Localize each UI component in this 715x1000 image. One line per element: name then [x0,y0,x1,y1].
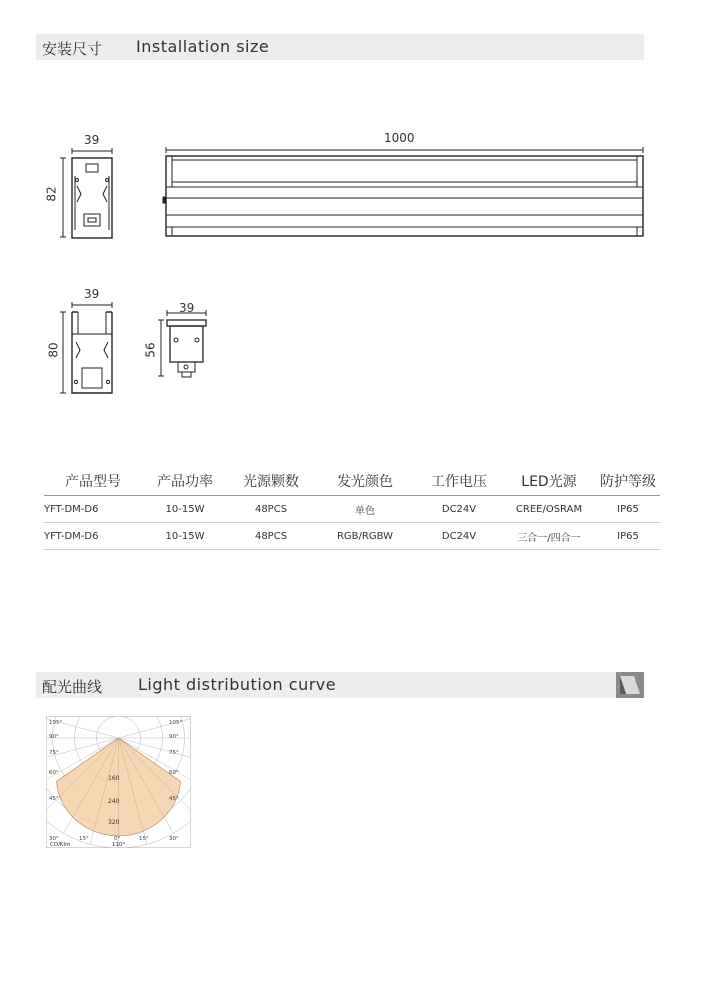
cell-power: 10-15W [142,496,228,523]
table-row [44,496,660,523]
end-view-56 [158,310,206,377]
section-title-zh: 配光曲线 [42,678,103,696]
side-view-1000 [163,147,643,236]
angle-label-left: 90° [49,734,59,740]
radial-label-240: 240 [108,798,120,805]
dim-mid-height: 80 [46,342,61,358]
angle-label-left: 45° [49,796,59,802]
angle-label-bottom: 0° [114,836,121,842]
spec-table-header [44,468,660,496]
dim-mid-width: 39 [84,287,100,301]
beam-angle-label: 110° [112,842,126,848]
cell-led-count: 48PCS [228,523,314,550]
header-power: 产品功率 [142,468,228,496]
angle-label-left: 75° [49,750,59,756]
table-row [44,523,660,550]
radial-label-320: 320 [108,819,120,826]
cell-color: 单色 [314,496,416,523]
cell-voltage: DC24V [416,496,502,523]
installation-drawing [0,0,715,420]
spec-table [44,468,660,550]
header-color: 发光颜色 [314,468,416,496]
cell-model: YFT-DM-D6 [44,523,142,550]
angle-label-left: 60° [49,770,59,776]
dim-small-height: 56 [143,342,158,358]
radial-label-160: 160 [108,775,120,782]
header-ip: 防护等级 [596,468,660,496]
unit-label: CD/Klm [50,842,71,848]
angle-label-right: 45° [169,796,179,802]
angle-label-right: 105° [169,720,183,726]
cell-led-source: 三合一/四合一 [502,523,596,550]
angle-label-right: 75° [169,750,179,756]
angle-label-right: 60° [169,770,179,776]
cell-led-count: 48PCS [228,496,314,523]
cell-model: YFT-DM-D6 [44,496,142,523]
header-led-source: LED光源 [502,468,596,496]
angle-label-left: 30° [49,836,59,842]
section-title-zh: 安装尺寸 [42,40,103,58]
section-title-en: Installation size [136,37,270,56]
cell-ip: IP65 [596,523,660,550]
cell-power: 10-15W [142,523,228,550]
cell-color: RGB/RGBW [314,523,416,550]
dim-small-width: 39 [179,301,195,315]
cell-led-source: CREE/OSRAM [502,496,596,523]
dim-length: 1000 [384,131,415,145]
end-view-82 [60,148,112,238]
section-header-light-distribution [36,672,644,698]
cell-ip: IP65 [596,496,660,523]
header-model: 产品型号 [44,468,142,496]
dim-top-width: 39 [84,133,100,147]
angle-label-bottom: 15° [139,836,149,842]
header-led-count: 光源颗数 [228,468,314,496]
section-title-en: Light distribution curve [138,675,337,694]
light-distribution-chart [46,716,191,848]
end-view-80 [60,302,112,393]
angle-label-left: 105° [49,720,63,726]
cell-voltage: DC24V [416,523,502,550]
angle-label-bottom: 15° [79,836,89,842]
header-voltage: 工作电压 [416,468,502,496]
angle-label-right: 30° [169,836,179,842]
angle-label-right: 90° [169,734,179,740]
corner-logo-icon [616,672,644,698]
dim-top-height: 82 [44,186,59,202]
